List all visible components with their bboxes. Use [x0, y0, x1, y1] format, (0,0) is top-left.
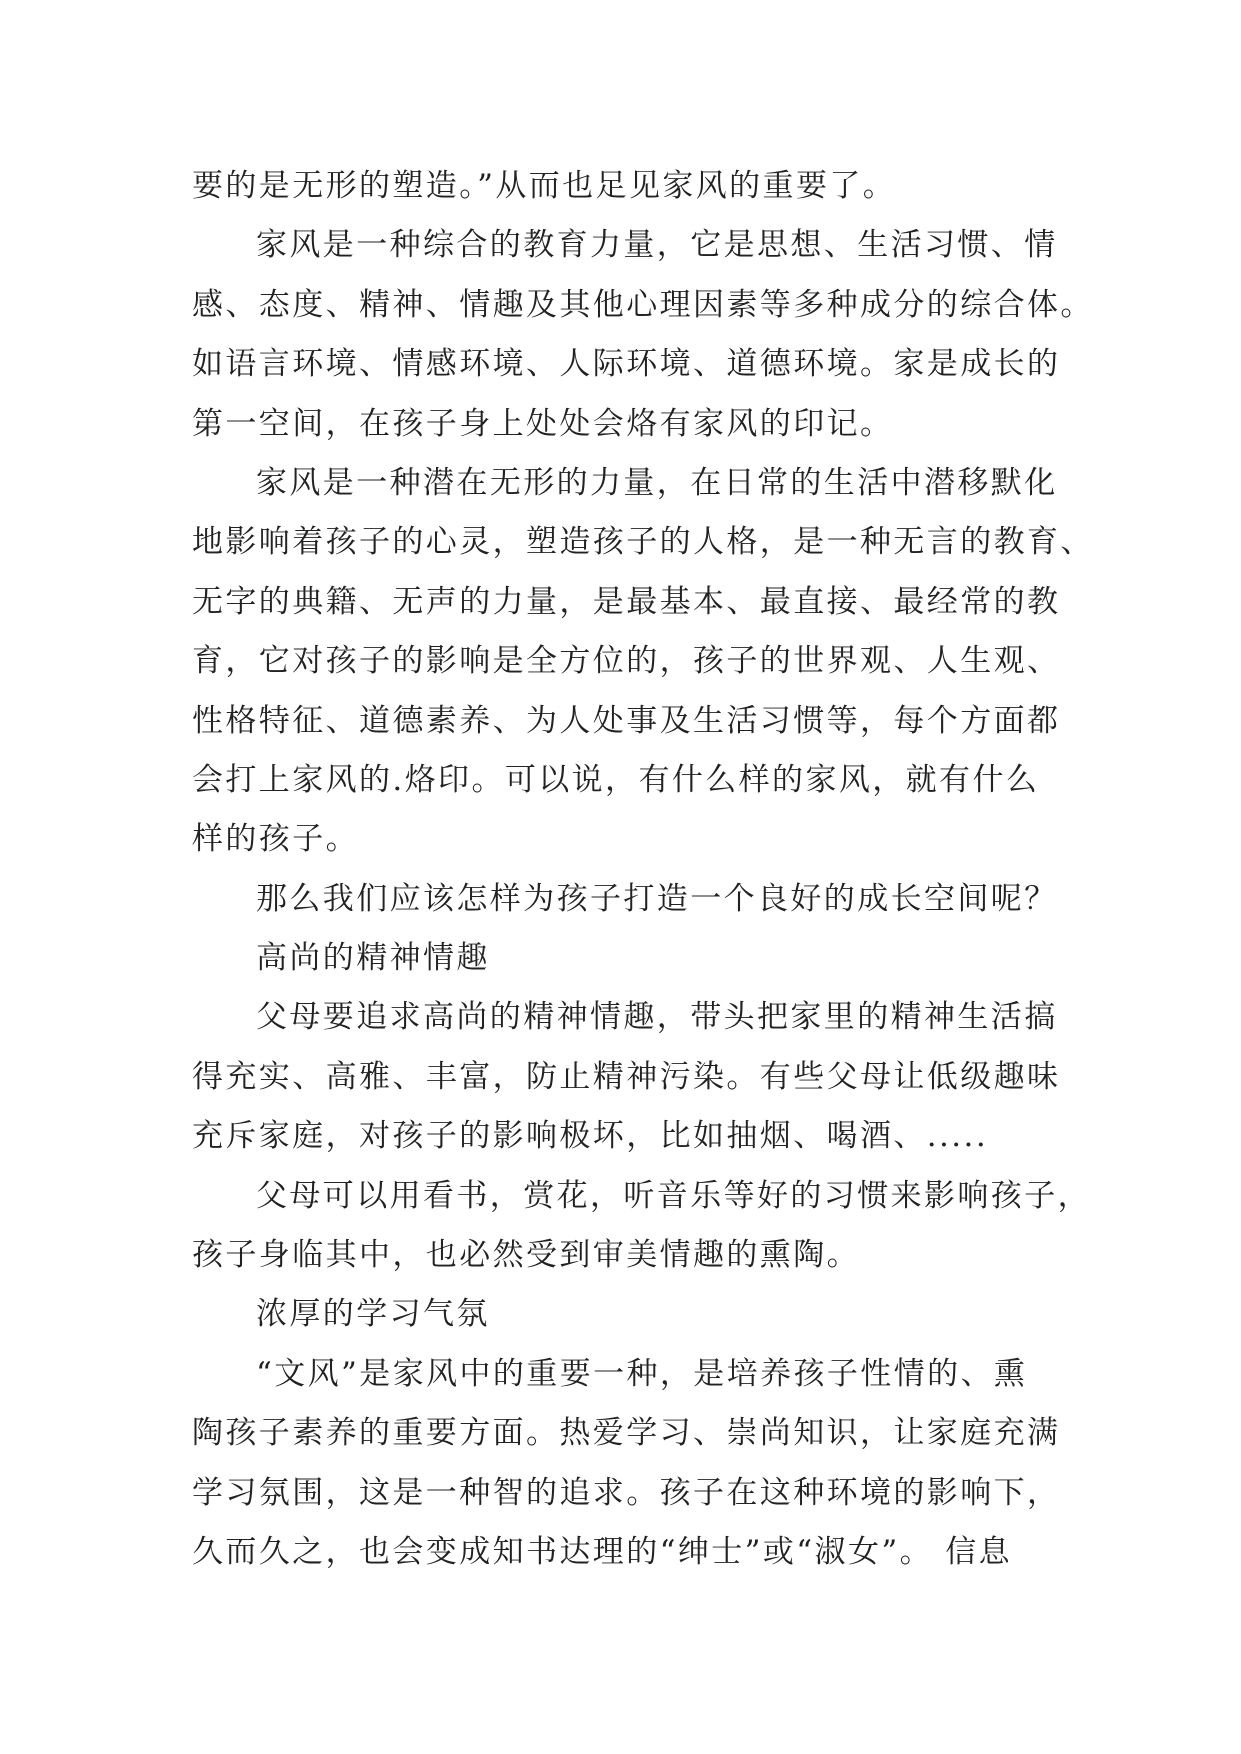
text-line: 第一空间，在孩子身上处处会烙有家风的印记。 [192, 405, 894, 442]
paragraph-start-line: 家风是一种综合的教育力量，它是思想、生活习惯、情 [256, 227, 1058, 264]
paragraph-start-line: 父母可以用看书，赏花，听音乐等好的习惯来影响孩子， [256, 1177, 1091, 1214]
text-line: 学习氛围，这是一种智的追求。孩子在这种环境的影响下， [192, 1474, 1061, 1511]
text-line: 久而久之，也会变成知书达理的“绅士”或“淑女”。 信息 [192, 1533, 1013, 1570]
text-line: 育，它对孩子的影响是全方位的，孩子的世界观、人生观、 [192, 643, 1061, 680]
text-line: 要的是无形的塑造。”从而也足见家风的重要了。 [192, 168, 897, 204]
section-heading: 浓厚的学习气氛 [256, 1296, 490, 1333]
paragraph-start-line: 家风是一种潜在无形的力量，在日常的生活中潜移默化 [256, 464, 1058, 501]
paragraph-start-line: 父母要追求高尚的精神情趣，带头把家里的精神生活搞 [256, 999, 1058, 1036]
document-body [192, 157, 1094, 1582]
paragraph-start-line: 那么我们应该怎样为孩子打造一个良好的成长空间呢？ [256, 880, 1058, 917]
text-line: 充斥家庭，对孩子的影响极坏，比如抽烟、喝酒、..... [192, 1118, 989, 1155]
text-line: 陶孩子素养的重要方面。热爱学习、崇尚知识，让家庭充满 [192, 1415, 1061, 1452]
text-line: 感、态度、精神、情趣及其他心理因素等多种成分的综合体。 [192, 286, 1094, 323]
text-line: 如语言环境、情感环境、人际环境、道德环境。家是成长的 [192, 346, 1061, 383]
text-line: 无字的典籍、无声的力量，是最基本、最直接、最经常的教 [192, 583, 1061, 620]
text-line: 得充实、高雅、丰富，防止精神污染。有些父母让低级趣味 [192, 1058, 1061, 1095]
text-line: 地影响着孩子的心灵，塑造孩子的人格，是一种无言的教育、 [192, 524, 1094, 561]
text-line: 孩子身临其中，也必然受到审美情趣的熏陶。 [192, 1237, 860, 1274]
text-line: 样的孩子。 [192, 821, 359, 858]
section-heading: 高尚的精神情趣 [256, 940, 490, 977]
paragraph-start-line: “文风”是家风中的重要一种，是培养孩子性情的、熏 [256, 1355, 1028, 1392]
text-line: 性格特征、道德素养、为人处事及生活习惯等，每个方面都 [192, 702, 1061, 739]
text-line: 会打上家风的.烙印。可以说，有什么样的家风，就有什么 [192, 761, 1040, 798]
